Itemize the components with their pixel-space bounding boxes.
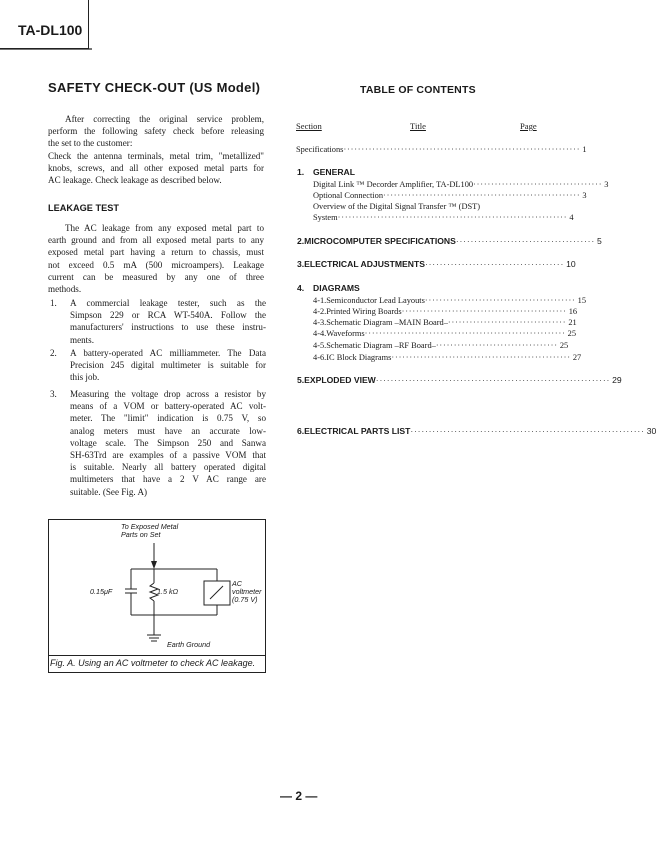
text-line: The AC leakage from any exposed metal part to [65,223,264,233]
toc-entry-label: Semiconductor Lead Layouts [326,296,425,305]
text-line: SH-63Trd are examples of a passive VOM that [70,450,266,461]
leader-dots: ·············································· [401,307,567,316]
leader-dots: ································································ [410,426,645,436]
toc-entry-label: Digital Link ™ Decorder Amplifier, TA-DL100 [313,180,474,189]
toc-entry-page: 25 [559,341,569,350]
text-line: voltage scale. The Simpson 250 and Sanwa [70,437,266,448]
toc-entry[interactable] [313,190,587,201]
toc-entry-number: 4-2. [313,307,327,316]
toc-entry-page: 25 [567,329,577,338]
toc-entry[interactable] [313,306,578,317]
toc-entry-number: 4-1. [313,296,327,305]
toc-col-page: Page [520,121,537,131]
text-line: Simpson 229 or RCA WT-540A. Follow the [70,310,266,321]
toc-section-exploded-view[interactable] [297,375,622,386]
capacitor-value: 0.15μF [90,587,113,596]
leader-dots: ·········································· [424,296,576,305]
toc-section-number: 3. [297,259,305,269]
toc-entry-label: System [313,213,338,222]
text-line: means of a VOM or battery-operated AC volt- [70,401,266,412]
toc-section-page: 29 [612,375,622,385]
toc-section-title: ELECTRICAL PARTS LIST [304,426,411,436]
toc-entry-page: 21 [568,318,577,327]
leader-dots: ································································ [337,213,568,222]
toc-section-general[interactable] [297,167,541,178]
toc-section-title: GENERAL [313,167,356,177]
text-line: Measuring the voltage drop across a resistor by [70,389,266,399]
toc-entry-number: 4-5. [313,341,327,350]
figure-caption-divider [49,655,265,656]
toc-entry[interactable] [313,317,577,328]
leakage-test-heading: LEAKAGE TEST [48,203,119,213]
toc-entry-page: 27 [572,353,582,362]
toc-section-title: ELECTRICAL ADJUSTMENTS [304,259,425,269]
text-line: methods. [48,284,82,295]
toc-section-page: 5 [597,236,602,246]
model-number: TA-DL100 [18,22,83,38]
method-text [70,347,266,384]
leader-dots: ································· [447,318,567,327]
text-line: multimeters that have a 2 V AC range are [70,474,266,485]
text-line: ments. [70,334,94,345]
toc-entry[interactable] [313,212,574,223]
toc-section-number: 1. [297,167,305,177]
toc-entry[interactable] [313,328,577,339]
leader-dots: ·················································· [391,353,571,362]
toc-entry-specifications[interactable] [296,144,587,155]
figure-label-exposed-metal: To Exposed Metal [121,522,179,531]
toc-entry[interactable] [313,295,587,306]
intro-paragraph [48,113,264,186]
toc-entry-number: 4-4. [313,329,327,338]
toc-entry-number: 4-6. [313,353,327,362]
toc-section-adjustments[interactable] [297,259,576,270]
toc-section-number: 2. [297,236,305,246]
toc-entry-page: 1 [582,145,587,154]
toc-section-number: 5. [297,375,305,385]
meter-label-voltmeter: voltmeter [232,587,262,596]
toc-section-title: DIAGRAMS [313,283,360,293]
toc-entry-page: 16 [568,307,578,316]
text-line: Precision 245 digital multimeter is suitable for [70,360,266,371]
text-line: meter. The "limit" indication is 0.75 V, so [70,413,266,424]
toc-section-number: 4. [297,283,305,293]
meter-label-voltage: (0.75 V) [232,595,258,604]
page-number: — 2 — [280,789,318,803]
method-number: 3. [50,389,57,399]
figure-caption: Fig. A. Using an AC voltmeter to check AC leakage. [50,658,256,668]
toc-section-diagrams[interactable] [297,283,541,294]
leader-dots: ·································································· [343,145,581,154]
leader-dots: ···································· [473,180,603,189]
toc-section-parts-list[interactable] [297,426,656,437]
method-text [70,297,266,346]
toc-entry[interactable] [313,179,609,190]
leader-dots: ······································ [424,259,565,269]
toc-entry-label: Printed Wiring Boards [326,307,402,316]
text-line: After correcting the original service problem, [65,114,264,124]
toc-section-page: 30 [646,426,656,436]
toc-entry-label: Specifications [296,145,344,154]
text-line: not exceed 0.5 mA (500 microampers). Leakage [48,259,264,270]
toc-section-number: 6. [297,426,305,436]
text-line: Check the antenna terminals, metal trim, "metallized" [48,150,264,161]
toc-entry-label: IC Block Diagrams [326,353,392,362]
leader-dots: ······················································· [383,191,581,200]
toc-section-page: 10 [566,259,576,269]
text-line: knobs, screws, and all other exposed metal parts for [48,162,264,173]
text-line: this job. [70,372,100,383]
text-line: exposed metal part having a return to chassis, must [48,247,264,258]
toc-entry-page: 4 [569,213,574,222]
text-line: the set to the customer: [48,138,133,149]
toc-title: TABLE OF CONTENTS [360,84,476,96]
toc-entry-label: Waveforms [326,329,365,338]
text-line: manufacturers' instructions to use these instru- [70,322,266,333]
text-line: perform the following safety check before releasing [48,126,264,137]
method-number: 1. [50,298,57,308]
toc-entry[interactable] [313,352,582,363]
method-text [70,388,266,498]
text-line: earth ground and from all exposed metal parts to any [48,235,264,246]
leader-dots: ······································ [455,236,595,246]
method-item [50,388,266,500]
probe-arrow-icon [151,561,157,569]
toc-entry-label: Schematic Diagram –RF Board– [326,341,436,350]
leader-dots: ································································ [375,375,611,385]
text-line: suitable. (See Fig. A) [70,486,148,497]
leakage-paragraph [48,222,264,295]
toc-section-microcomputer[interactable] [297,236,602,247]
voltmeter-box [204,581,230,605]
figure-label-parts-on-set: Parts on Set [121,530,161,539]
resistor-value: 1.5 kΩ [157,587,179,596]
toc-entry-label: Overview of the Digital Signal Transfer ™ (DST) [313,202,481,211]
leader-dots: ·································· [435,341,558,350]
toc-entry[interactable] [313,340,569,351]
text-line: is suitable. Nearly all battery operated digital [70,462,266,473]
toc-entry-page: 3 [604,180,609,189]
toc-entry[interactable] [313,201,541,212]
method-number: 2. [50,348,57,358]
toc-section-title: EXPLODED VIEW [304,375,376,385]
leader-dots: ························································ [364,329,566,338]
toc-entry-label: Schematic Diagram –MAIN Board– [326,318,448,327]
text-line: current can be measured by any one of three [48,271,264,282]
meter-label-ac: AC [232,579,242,588]
toc-entry-page: 3 [582,191,587,200]
text-line: A battery-operated AC milliammeter. The Data [70,348,266,358]
toc-entry-number: 4-3. [313,318,327,327]
toc-entry-label: Optional Connection [313,191,384,200]
text-line: A commercial leakage tester, such as the [70,298,266,308]
toc-col-title: Title [410,121,426,131]
safety-title: SAFETY CHECK-OUT (US Model) [48,80,261,95]
toc-entry-page: 15 [577,296,587,305]
header-rule [0,47,95,51]
method-item [50,297,266,347]
earth-ground-label: Earth Ground [167,640,211,649]
toc-section-title: MICROCOMPUTER SPECIFICATIONS [304,236,456,246]
toc-col-section: Section [296,121,322,131]
voltmeter-needle [210,586,223,599]
text-line: AC leakage. Check leakage as described below. [48,175,222,186]
method-item [50,347,266,385]
text-line: analog meters must have an accurate low- [70,425,266,436]
model-box [0,0,89,49]
